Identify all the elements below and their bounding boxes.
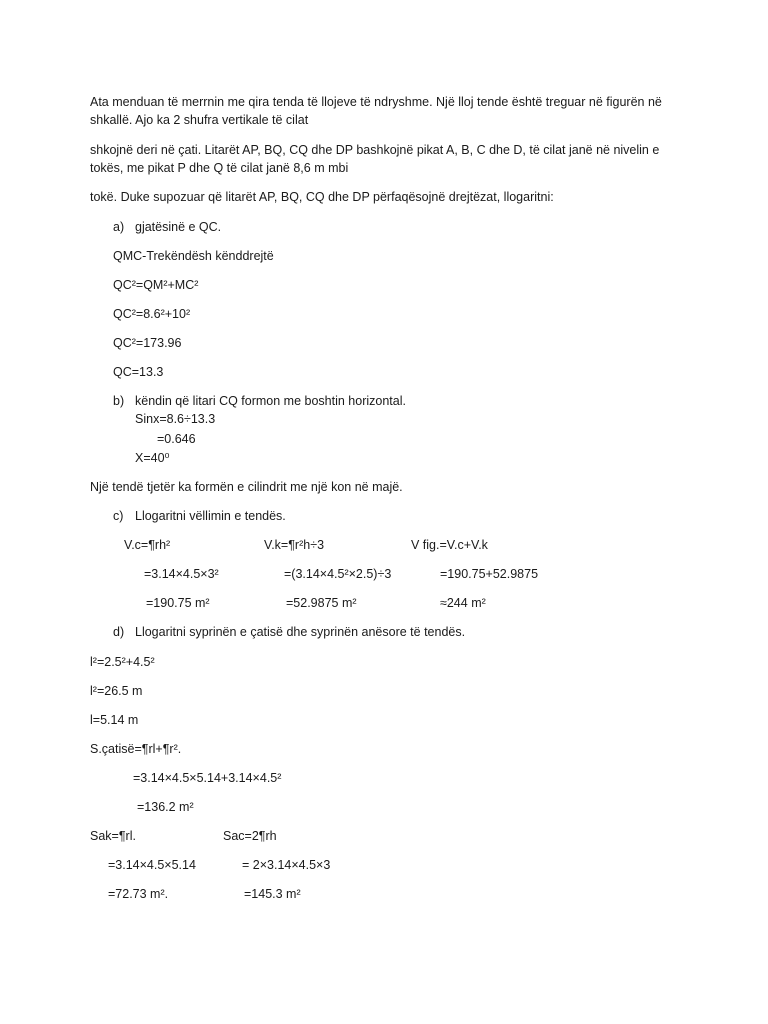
part-d-marker: d) xyxy=(113,625,125,639)
part-b-line-2: =0.646 xyxy=(157,432,196,446)
slant-line-1: l²=2.5²+4.5² xyxy=(90,655,155,669)
part-a-line-1: QMC-Trekëndësh kënddrejtë xyxy=(113,249,274,263)
slant-line-2: l²=26.5 m xyxy=(90,684,143,698)
volume-cone-formula: V.k=¶r²h÷3 xyxy=(264,538,325,552)
cylinder-intro: Një tendë tjetër ka formën e cilindrit me një kon në majë. xyxy=(90,480,403,494)
volume-cylinder-formula: V.c=¶rh² xyxy=(124,538,171,552)
part-d-question: Llogaritni syprinën e çatisë dhe syprinën anësore të tendës. xyxy=(135,625,466,639)
part-a-line-4: QC²=173.96 xyxy=(113,336,182,350)
intro-line-3: shkojnë deri në çati. Litarët AP, BQ, CQ dhe DP bashkojnë pikat A, B, C dhe D, të cilat janë në nivelin e xyxy=(90,143,660,157)
volume-total-formula: V fig.=V.c+V.k xyxy=(411,538,488,552)
intro-line-5: tokë. Duke supozuar që litarët AP, BQ, CQ dhe DP përfaqësojnë drejtëzat, llogaritni: xyxy=(90,190,554,204)
lateral-cylinder-substitution: = 2×3.14×4.5×3 xyxy=(242,858,331,872)
volume-total-substitution: =190.75+52.9875 xyxy=(440,567,539,581)
intro-line-1: Ata menduan të merrnin me qira tenda të llojeve të ndryshme. Një lloj tende është treguar në figurën në xyxy=(90,95,662,109)
part-b-line-3: X=40⁰ xyxy=(135,451,170,465)
lateral-cylinder-result: =145.3 m² xyxy=(244,887,301,901)
part-b-question: këndin që litari CQ formon me boshtin horizontal. xyxy=(135,394,406,408)
volume-cone-substitution: =(3.14×4.5²×2.5)÷3 xyxy=(284,567,392,581)
part-a-question: gjatësinë e QC. xyxy=(135,220,222,234)
roof-area-formula: S.çatisë=¶rl+¶r². xyxy=(90,742,182,756)
roof-area-result: =136.2 m² xyxy=(137,800,194,814)
intro-line-2: shkallë. Ajo ka 2 shufra vertikale të cilat xyxy=(90,113,309,127)
part-b-line-1: Sinx=8.6÷13.3 xyxy=(135,412,216,426)
lateral-cone-result: =72.73 m². xyxy=(108,887,169,901)
part-a-marker: a) xyxy=(113,220,125,234)
volume-cylinder-substitution: =3.14×4.5×3² xyxy=(144,567,219,581)
intro-line-4: tokës, me pikat P dhe Q të cilat janë 8,6 m mbi xyxy=(90,161,349,175)
part-c-question: Llogaritni vëllimin e tendës. xyxy=(135,509,286,523)
part-a-line-3: QC²=8.6²+10² xyxy=(113,307,191,321)
volume-total-result: ≈244 m² xyxy=(440,596,486,610)
slant-line-3: l=5.14 m xyxy=(90,713,139,727)
part-a-line-2: QC²=QM²+MC² xyxy=(113,278,199,292)
roof-area-substitution: =3.14×4.5×5.14+3.14×4.5² xyxy=(133,771,282,785)
volume-cone-result: =52.9875 m² xyxy=(286,596,357,610)
lateral-cone-substitution: =3.14×4.5×5.14 xyxy=(108,858,196,872)
lateral-cone-formula: Sak=¶rl. xyxy=(90,829,136,843)
part-b-marker: b) xyxy=(113,394,125,408)
part-a-line-5: QC=13.3 xyxy=(113,365,164,379)
lateral-cylinder-formula: Sac=2¶rh xyxy=(223,829,277,843)
volume-cylinder-result: =190.75 m² xyxy=(146,596,210,610)
part-c-marker: c) xyxy=(113,509,124,523)
